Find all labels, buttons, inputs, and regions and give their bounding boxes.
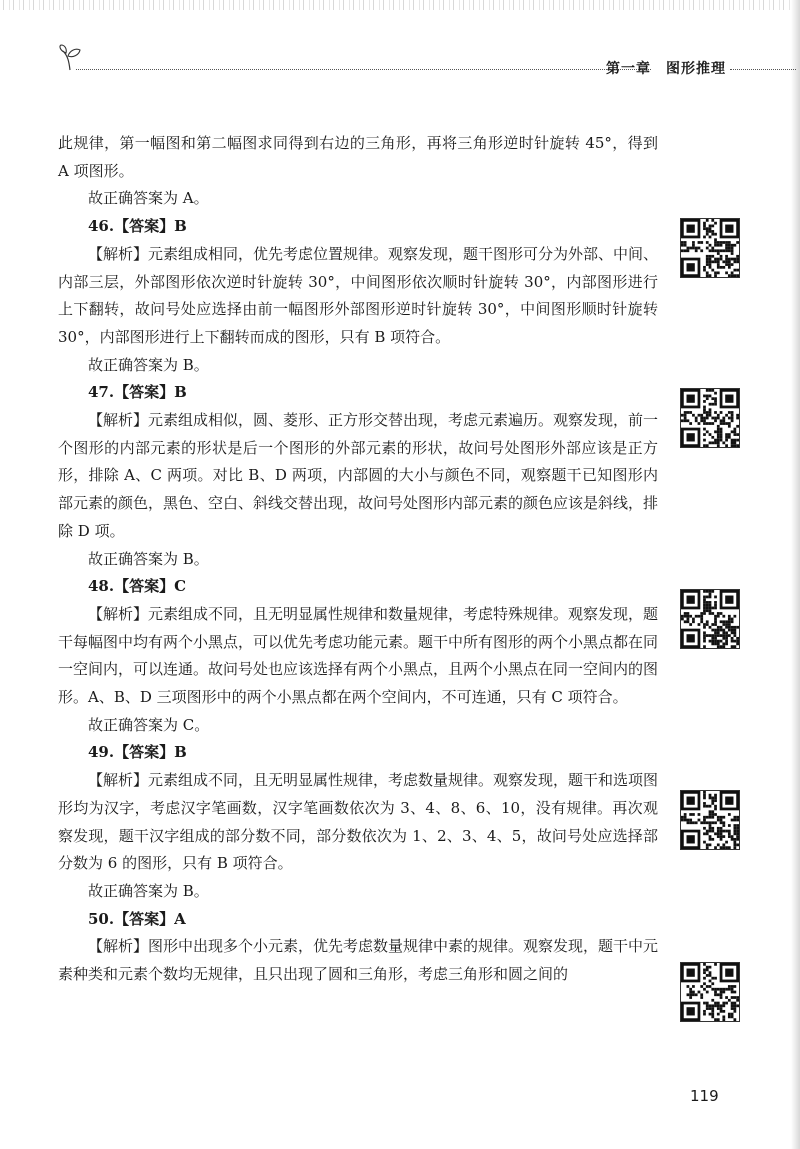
qr-code-icon[interactable] xyxy=(680,589,740,649)
explanation: 【解析】元素组成不同，且无明显属性规律和数量规律，考虑特殊规律。观察发现，题干每幅图中均有两个小黑点，可以优先考虑功能元素。题干中所有图形的两个小黑点都在同一空间内，可以连通。故问号处也应该选择有两个小黑点，且两个小黑点在同一空间内的图形。A、B、D 三项图形中的两个小黑点都在两个空间内，不可连通，只有 C 项符合。 xyxy=(58,604,659,707)
chapter-title: 第一章 图形推理 xyxy=(606,61,726,77)
paragraph: 此规律，第一幅图和第二幅图求同得到右边的三角形，再将三角形逆时针旋转 45°，得到 A 项图形。 xyxy=(58,134,658,180)
answer-line: 故正确答案为 A。 xyxy=(88,189,209,208)
page-number: 119 xyxy=(690,1087,719,1105)
header-rule-right xyxy=(730,69,796,70)
question-heading: 48.【答案】C xyxy=(88,577,187,596)
explanation: 【解析】元素组成不同，且无明显属性规律，考虑数量规律。观察发现，题干和选项图形均为汉字，考虑汉字笔画数，汉字笔画数依次为 3、4、8、6、10，没有规律。再次观察发现，题干汉字组成的部分数不同，部分数依次为 1、2、3、4、5，故问号处应选择部分数为 6 的图形，只有 B 项符合。 xyxy=(58,771,659,873)
qr-code-icon[interactable] xyxy=(680,962,740,1022)
header-rule-left xyxy=(76,69,651,70)
question-heading: 50.【答案】A xyxy=(88,909,186,928)
qr-code-icon[interactable] xyxy=(680,790,740,850)
running-header xyxy=(58,44,796,84)
answer-line: 故正确答案为 C。 xyxy=(88,715,210,734)
page-edge-shadow xyxy=(791,0,800,1149)
qr-code-icon[interactable] xyxy=(680,388,740,448)
leaf-icon xyxy=(58,44,84,72)
question-heading: 49.【答案】B xyxy=(88,743,187,762)
answer-line: 故正确答案为 B。 xyxy=(88,549,209,568)
answer-line: 故正确答案为 B。 xyxy=(88,881,209,900)
explanation: 【解析】元素组成相同，优先考虑位置规律。观察发现，题干图形可分为外部、中间、内部三层，外部图形依次逆时针旋转 30°，中间图形依次顺时针旋转 30°，内部图形进行上下翻转，故问号处应选择由前一幅图形外部图形逆时针旋转 30°，中间图形顺时针旋转 30°，内部图形进行上下翻转而成的图形，只有 B 项符合。 xyxy=(58,244,659,346)
question-heading: 47.【答案】B xyxy=(88,383,187,402)
page-body xyxy=(58,130,658,989)
explanation: 【解析】图形中出现多个小元素，优先考虑数量规律中素的规律。观察发现，题干中元素种类和元素个数均无规律，且只出现了圆和三角形，考虑三角形和圆之间的 xyxy=(58,937,659,984)
explanation: 【解析】元素组成相似，圆、菱形、正方形交替出现，考虑元素遍历。观察发现，前一个图形的内部元素的形状是后一个图形的外部元素的形状，故问号处图形外部应该是正方形，排除 A、C 两项。对比 B、D 两项，内部圆的大小与颜色不同，观察题干已知图形内部元素的颜色，黑色、空白、斜线交替出现，故问号处图形内部元素的颜色应该是斜线，排除 D 项。 xyxy=(58,411,659,540)
qr-code-icon[interactable] xyxy=(680,218,740,278)
question-heading: 46.【答案】B xyxy=(88,217,187,236)
answer-line: 故正确答案为 B。 xyxy=(88,355,209,374)
scan-edge xyxy=(0,0,800,10)
